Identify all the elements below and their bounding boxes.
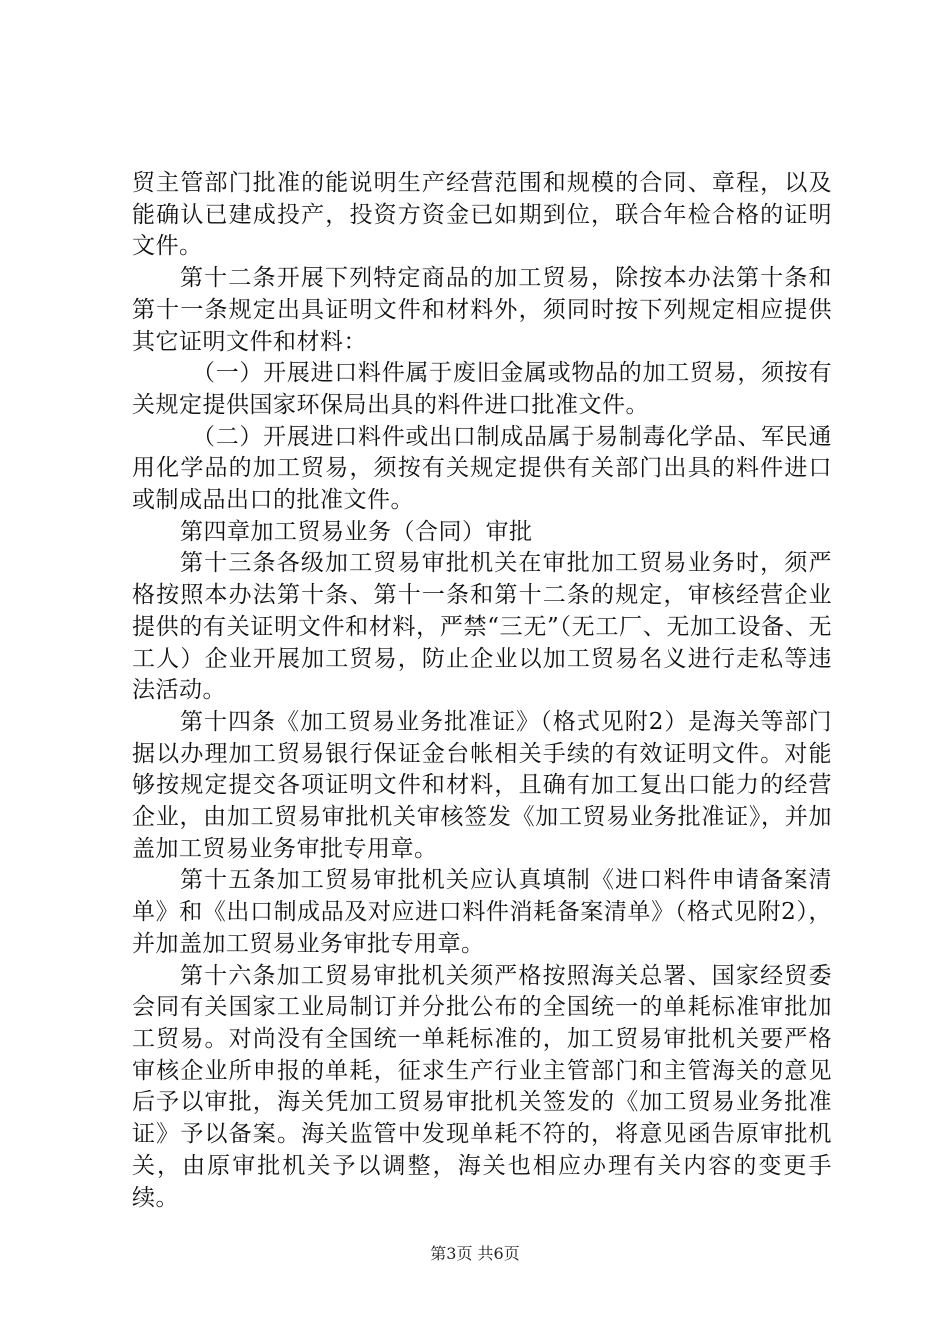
- paragraph-continuation: 贸主管部门批准的能说明生产经营范围和规模的合同、章程，以及能确认已建成投产，投资方资金已如期到位，联合年检合格的证明文件。: [132, 170, 832, 260]
- paragraph-article-16: 第十六条加工贸易审批机关须严格按照海关总署、国家经贸委会同有关国家工业局制订并分批公布的全国统一的单耗标准审批加工贸易。对尚没有全国统一单耗标准的，加工贸易审批机关要严格审核企业所申报的单耗，征求生产行业主管部门和主管海关的意见后予以审批，海关凭加工贸易审批机关签发的《加工贸易业务批准证》予以备案。海关监管中发现单耗不符的，将意见函告原审批机关，由原审批机关予以调整，海关也相应办理有关内容的变更手续。: [132, 962, 832, 1211]
- document-body: [132, 168, 832, 1214]
- paragraph-article-13: 第十三条各级加工贸易审批机关在审批加工贸易业务时，须严格按照本办法第十条、第十一条和第十二条的规定，审核经营企业提供的有关证明文件和材料，严禁“三无”（无工厂、无加工设备、无工人）企业开展加工贸易，防止企业以加工贸易名义进行走私等违法活动。: [132, 550, 832, 704]
- paragraph-article-12: 第十二条开展下列特定商品的加工贸易，除按本办法第十条和第十一条规定出具证明文件和材料外，须同时按下列规定相应提供其它证明文件和材料：: [132, 265, 832, 355]
- paragraph-article-14: 第十四条《加工贸易业务批准证》（格式见附2）是海关等部门据以办理加工贸易银行保证金台帐相关手续的有效证明文件。对能够按规定提交各项证明文件和材料，且确有加工复出口能力的经营企业，由加工贸易审批机关审核签发《加工贸易业务批准证》，并加盖加工贸易业务审批专用章。: [132, 708, 832, 862]
- chapter-heading: 第四章加工贸易业务（合同）审批: [180, 518, 533, 545]
- paragraph-item-1: （一）开展进口料件属于废旧金属或物品的加工贸易，须按有关规定提供国家环保局出具的料件进口批准文件。: [132, 360, 832, 418]
- page-number-footer: 第3页 共6页: [430, 1244, 520, 1263]
- paragraph-article-15: 第十五条加工贸易审批机关应认真填制《进口料件申请备案清单》和《出口制成品及对应进口料件消耗备案清单》（格式见附2），并加盖加工贸易业务审批专用章。: [132, 867, 832, 957]
- paragraph-item-2: （二）开展进口料件或出口制成品属于易制毒化学品、军民通用化学品的加工贸易，须按有关规定提供有关部门出具的料件进口或制成品出口的批准文件。: [132, 423, 832, 514]
